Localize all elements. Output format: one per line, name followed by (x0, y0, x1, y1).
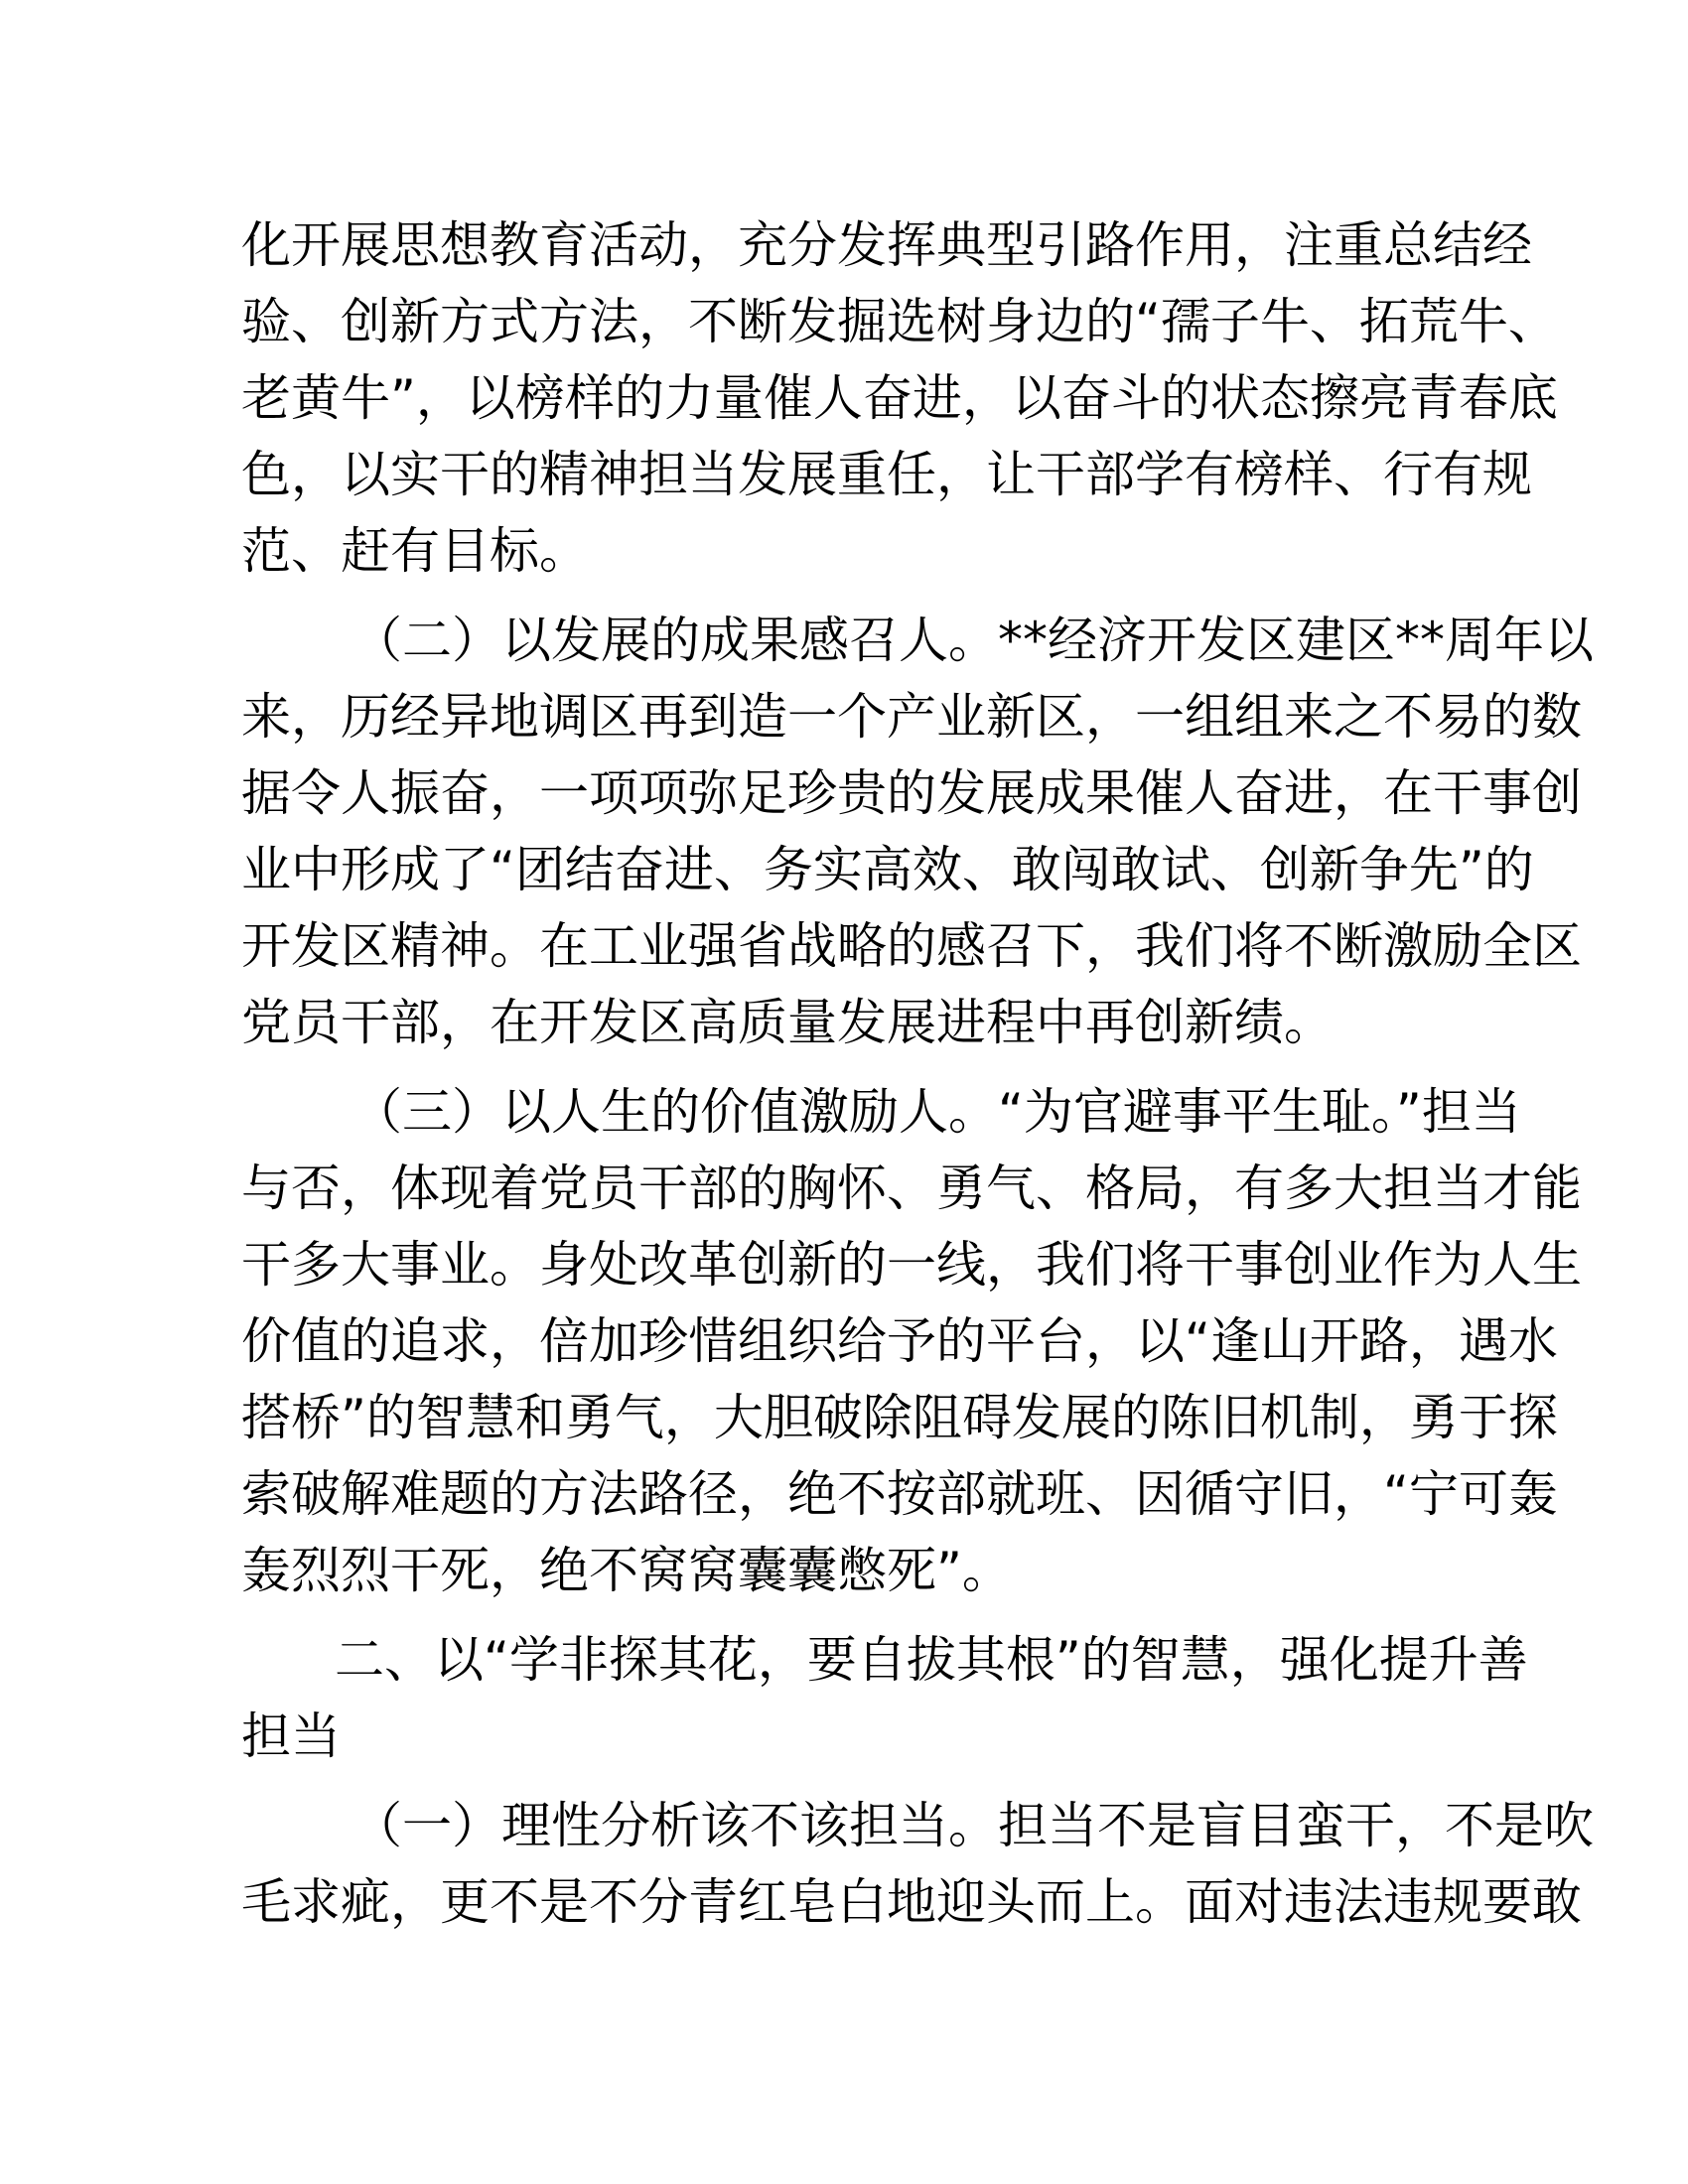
text-line: 色，以实干的精神担当发展重任，让干部学有榜样、行有规 (241, 446, 1532, 503)
text-line: （一）理性分析该不该担当。担当不是盲目蛮干，不是吹 (352, 1797, 1594, 1854)
document-page (241, 207, 1594, 1941)
text-line: 担当 (241, 1707, 341, 1765)
paragraph-continuation (241, 207, 1558, 590)
text-line: 二、以“学非探其花，要自拔其根”的智慧，强化提升善 (335, 1631, 1528, 1689)
text-line: 干多大事业。身处改革创新的一线，我们将干事创业作为人生 (241, 1236, 1582, 1294)
text-line: 业中形成了“团结奋进、务实高效、敢闯敢试、创新争先”的 (241, 841, 1534, 898)
text-line: 与否，体现着党员干部的胸怀、勇气、格局，有多大担当才能 (241, 1160, 1582, 1217)
text-line: 党员干部，在开发区高质量发展进程中再创新绩。 (241, 994, 1334, 1051)
text-line: 索破解难题的方法路径，绝不按部就班、因循守旧，“宁可轰 (241, 1465, 1558, 1523)
section-heading (241, 1622, 1528, 1775)
text-line: 毛求疵，更不是不分青红皂白地迎头而上。面对违法违规要敢 (241, 1873, 1582, 1931)
text-line: 价值的追求，倍加珍惜组织给予的平台，以“逢山开路，遇水 (241, 1312, 1558, 1370)
text-line: （三）以人生的价值激励人。“为官避事平生耻。”担当 (352, 1083, 1521, 1141)
text-line: 据令人振奋，一项项弥足珍贵的发展成果催人奋进，在干事创 (241, 764, 1582, 822)
text-line: 化开展思想教育活动，充分发挥典型引路作用，注重总结经 (241, 216, 1532, 274)
text-line: 验、创新方式方法，不断发掘选树身边的“孺子牛、拓荒牛、 (241, 293, 1558, 350)
text-line: 范、赶有目标。 (241, 522, 589, 580)
text-line: 来，历经异地调区再到造一个产业新区，一组组来之不易的数 (241, 688, 1582, 746)
text-line: 搭桥”的智慧和勇气，大胆破除阻碍发展的陈旧机制，勇于探 (241, 1389, 1558, 1446)
text-line: 老黄牛”，以榜样的力量催人奋进，以奋斗的状态擦亮青春底 (241, 369, 1558, 427)
text-line: （二）以发展的成果感召人。**经济开发区建区**周年以 (352, 612, 1594, 669)
paragraph-section-2 (241, 603, 1594, 1061)
paragraph-subsection-1 (241, 1788, 1594, 1941)
paragraph-section-3 (241, 1074, 1582, 1609)
text-line: 轰烈烈干死，绝不窝窝囊囊憋死”。 (241, 1542, 1012, 1599)
text-line: 开发区精神。在工业强省战略的感召下，我们将不断激励全区 (241, 917, 1582, 975)
